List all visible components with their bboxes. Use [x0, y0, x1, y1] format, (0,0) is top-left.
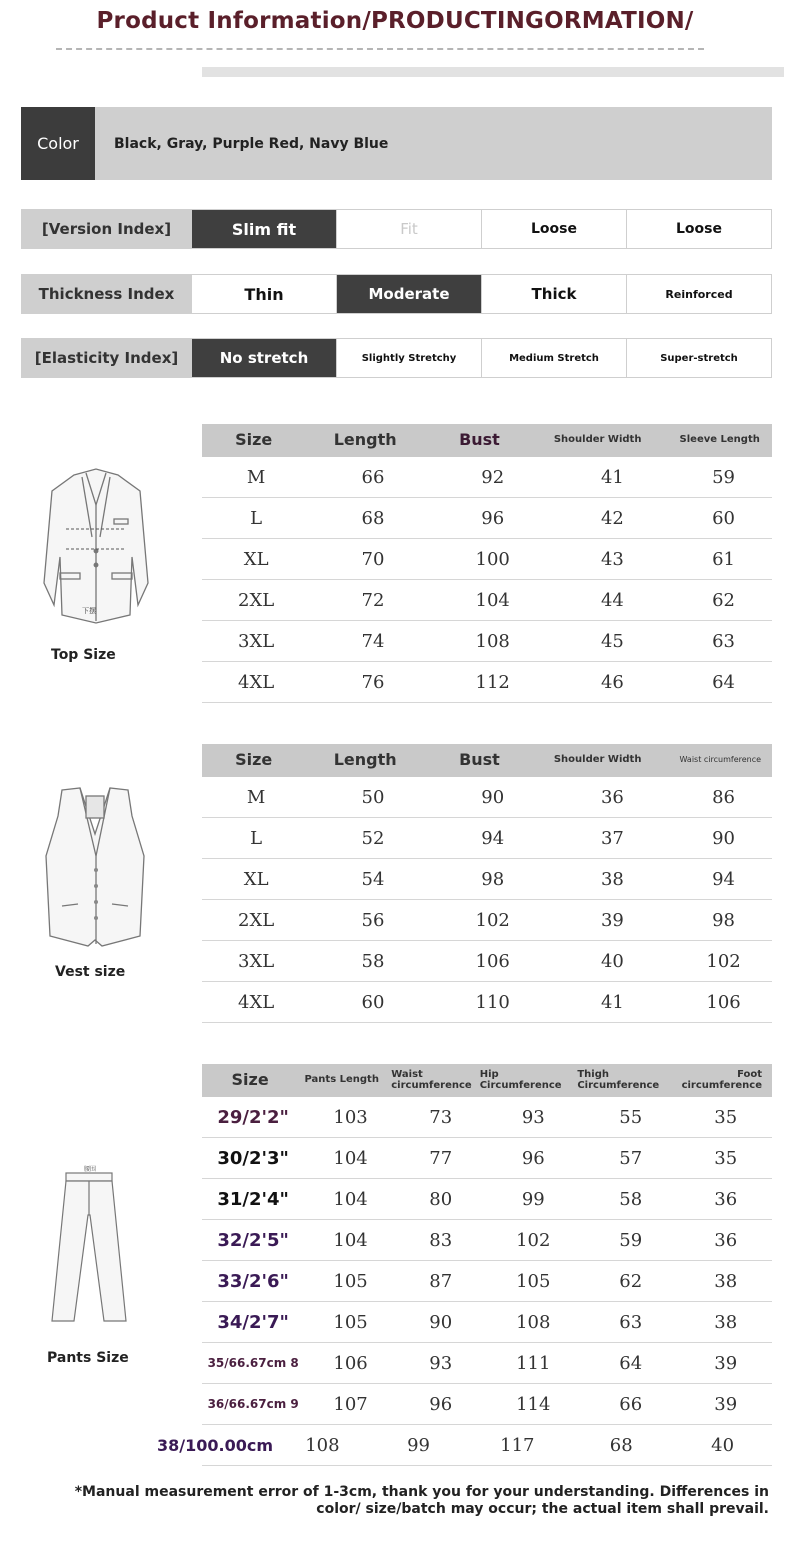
value-cell: 58	[361, 950, 385, 972]
value-cell: 38	[714, 1270, 738, 1292]
value-cell: 59	[619, 1229, 643, 1251]
value-cell: 73	[429, 1106, 453, 1128]
value-cell: 83	[429, 1229, 453, 1251]
thickness-option-reinforced: Reinforced	[626, 275, 771, 313]
value-cell: 96	[481, 507, 505, 529]
value-cell: 114	[516, 1393, 551, 1415]
value-cell: 66	[361, 466, 385, 488]
value-cell: 41	[600, 991, 624, 1013]
value-cell: 74	[361, 630, 385, 652]
value-cell: 106	[475, 950, 510, 972]
header-bust: Bust	[459, 750, 500, 770]
size-cell: M	[246, 466, 266, 488]
value-cell: 52	[361, 827, 385, 849]
value-cell: 59	[712, 466, 736, 488]
table-row	[202, 941, 772, 982]
value-cell: 99	[521, 1188, 545, 1210]
thickness-option-thin: Thin	[191, 275, 336, 313]
value-cell: 66	[619, 1393, 643, 1415]
value-cell: 40	[711, 1434, 735, 1456]
header-size: Size	[231, 1070, 269, 1090]
pants-size-label: Pants Size	[47, 1350, 129, 1366]
size-cell: 4XL	[238, 991, 275, 1013]
thickness-option-thick: Thick	[481, 275, 626, 313]
jacket-icon	[36, 465, 156, 630]
color-value: Black, Gray, Purple Red, Navy Blue	[114, 135, 389, 152]
value-cell: 80	[429, 1188, 453, 1210]
value-cell: 50	[361, 786, 385, 808]
value-cell: 117	[500, 1434, 535, 1456]
value-cell: 44	[600, 589, 624, 611]
table-row	[202, 1220, 772, 1261]
value-cell: 56	[361, 909, 385, 931]
value-cell: 58	[619, 1188, 643, 1210]
table-row	[202, 1138, 772, 1179]
value-cell: 54	[361, 868, 385, 890]
table-row	[202, 457, 772, 498]
version-option-loose-2: Loose	[626, 210, 771, 248]
svg-text:下摆: 下摆	[82, 607, 96, 615]
elasticity-option-slightly: Slightly Stretchy	[336, 339, 481, 377]
size-cell: 3XL	[238, 950, 275, 972]
value-cell: 39	[600, 909, 624, 931]
header-sleeve: Sleeve Length	[679, 434, 760, 446]
color-row	[21, 107, 772, 180]
table-row	[202, 982, 772, 1023]
footnote: *Manual measurement error of 1-3cm, thank you for your understanding. Differences in color/ size/batch may occur; the actual item shall prevail.	[74, 1484, 769, 1517]
version-index-row	[21, 209, 772, 249]
header-thigh: Thigh Circumference	[577, 1069, 660, 1091]
table-row	[202, 580, 772, 621]
header-pants-length: Pants Length	[304, 1074, 379, 1086]
value-cell: 93	[521, 1106, 545, 1128]
header-waist: Waist circumference	[679, 755, 762, 765]
value-cell: 102	[475, 909, 510, 931]
value-cell: 64	[712, 671, 736, 693]
value-cell: 104	[333, 1229, 368, 1251]
value-cell: 104	[333, 1188, 368, 1210]
value-cell: 68	[609, 1434, 633, 1456]
header-length: Length	[333, 430, 397, 450]
table-row	[202, 539, 772, 580]
elasticity-option-medium: Medium Stretch	[481, 339, 626, 377]
size-cell: L	[250, 507, 263, 529]
value-cell: 63	[619, 1311, 643, 1333]
table-row	[202, 1302, 772, 1343]
size-cell: 2XL	[238, 589, 275, 611]
table-row	[202, 900, 772, 941]
value-cell: 105	[516, 1270, 551, 1292]
header-length: Length	[333, 750, 397, 770]
value-cell: 62	[619, 1270, 643, 1292]
value-cell: 46	[600, 671, 624, 693]
thickness-option-moderate: Moderate	[336, 275, 481, 313]
header-hip: Hip Circumference	[479, 1069, 562, 1091]
value-cell: 94	[481, 827, 505, 849]
value-cell: 102	[516, 1229, 551, 1251]
value-cell: 40	[600, 950, 624, 972]
size-cell: 3XL	[238, 630, 275, 652]
pants-icon	[44, 1165, 134, 1330]
size-cell: M	[246, 786, 266, 808]
size-cell: 29/2'2"	[217, 1106, 289, 1128]
value-cell: 108	[516, 1311, 551, 1333]
value-cell: 107	[333, 1393, 368, 1415]
version-option-slim-fit: Slim fit	[191, 210, 336, 248]
table-row	[202, 1343, 772, 1384]
vest-size-table	[202, 744, 772, 1023]
value-cell: 42	[600, 507, 624, 529]
top-size-label: Top Size	[51, 647, 116, 663]
header-bust: Bust	[459, 430, 500, 450]
top-table-header	[202, 424, 772, 457]
table-row	[202, 621, 772, 662]
header-shoulder: Shoulder Width	[553, 754, 642, 766]
table-row	[202, 859, 772, 900]
pants-size-table	[157, 1064, 772, 1466]
header-size: Size	[235, 430, 273, 450]
value-cell: 43	[600, 548, 624, 570]
value-cell: 62	[712, 589, 736, 611]
header-foot: Foot circumference	[681, 1069, 763, 1091]
value-cell: 98	[481, 868, 505, 890]
value-cell: 55	[619, 1106, 643, 1128]
size-cell: 4XL	[238, 671, 275, 693]
value-cell: 64	[619, 1352, 643, 1374]
value-cell: 36	[600, 786, 624, 808]
size-cell: 32/2'5"	[217, 1229, 289, 1251]
value-cell: 37	[600, 827, 624, 849]
table-row	[202, 1179, 772, 1220]
elasticity-index-row	[21, 338, 772, 378]
value-cell: 111	[516, 1352, 551, 1374]
value-cell: 76	[361, 671, 385, 693]
version-option-fit: Fit	[336, 210, 481, 248]
elasticity-index-label: [Elasticity Index]	[22, 339, 191, 377]
page-title: Product Information/PRODUCTINGORMATION/	[96, 8, 694, 34]
size-cell: 30/2'3"	[217, 1147, 289, 1169]
header-waist: Waist circumference	[391, 1069, 472, 1091]
table-row	[202, 777, 772, 818]
value-cell: 90	[712, 827, 736, 849]
table-row	[157, 1425, 772, 1466]
decorative-bar	[202, 67, 784, 77]
thickness-index-row	[21, 274, 772, 314]
vest-table-header	[202, 744, 772, 777]
size-cell: 36/66.67cm 9	[207, 1397, 299, 1411]
value-cell: 94	[712, 868, 736, 890]
size-cell: L	[250, 827, 263, 849]
size-cell: 35/66.67cm 8	[207, 1356, 299, 1370]
value-cell: 105	[333, 1311, 368, 1333]
size-cell: 34/2'7"	[217, 1311, 289, 1333]
value-cell: 45	[600, 630, 624, 652]
value-cell: 87	[429, 1270, 453, 1292]
dashed-divider	[56, 48, 704, 50]
size-cell: 31/2'4"	[217, 1188, 289, 1210]
value-cell: 96	[429, 1393, 453, 1415]
value-cell: 104	[333, 1147, 368, 1169]
value-cell: 35	[714, 1147, 738, 1169]
value-cell: 110	[475, 991, 510, 1013]
value-cell: 108	[475, 630, 510, 652]
value-cell: 72	[361, 589, 385, 611]
header-shoulder: Shoulder Width	[553, 434, 642, 446]
value-cell: 39	[714, 1393, 738, 1415]
pants-table-header	[202, 1064, 772, 1097]
value-cell: 92	[481, 466, 505, 488]
size-cell: XL	[243, 548, 269, 570]
value-cell: 60	[361, 991, 385, 1013]
value-cell: 106	[333, 1352, 368, 1374]
version-option-loose: Loose	[481, 210, 626, 248]
thickness-index-label: Thickness Index	[22, 275, 191, 313]
value-cell: 90	[429, 1311, 453, 1333]
value-cell: 108	[305, 1434, 340, 1456]
table-row	[202, 818, 772, 859]
value-cell: 36	[714, 1188, 738, 1210]
size-cell: 33/2'6"	[217, 1270, 289, 1292]
value-cell: 112	[475, 671, 510, 693]
value-cell: 93	[429, 1352, 453, 1374]
top-size-table	[202, 424, 772, 703]
value-cell: 70	[361, 548, 385, 570]
value-cell: 57	[619, 1147, 643, 1169]
value-cell: 102	[706, 950, 741, 972]
table-row	[202, 1097, 772, 1138]
table-row	[202, 1261, 772, 1302]
value-cell: 60	[712, 507, 736, 529]
table-row	[202, 498, 772, 539]
color-label: Color	[21, 107, 95, 180]
value-cell: 63	[712, 630, 736, 652]
version-index-label: [Version Index]	[22, 210, 191, 248]
value-cell: 105	[333, 1270, 368, 1292]
table-row	[202, 1384, 772, 1425]
size-cell: 38/100.00cm	[157, 1435, 274, 1455]
value-cell: 77	[429, 1147, 453, 1169]
value-cell: 39	[714, 1352, 738, 1374]
value-cell: 104	[475, 589, 510, 611]
value-cell: 86	[712, 786, 736, 808]
elasticity-option-super: Super-stretch	[626, 339, 771, 377]
value-cell: 38	[600, 868, 624, 890]
value-cell: 106	[706, 991, 741, 1013]
elasticity-option-no-stretch: No stretch	[191, 339, 336, 377]
value-cell: 99	[407, 1434, 430, 1456]
vest-size-label: Vest size	[55, 964, 126, 980]
value-cell: 90	[481, 786, 505, 808]
value-cell: 100	[475, 548, 510, 570]
value-cell: 36	[714, 1229, 738, 1251]
value-cell: 38	[714, 1311, 738, 1333]
value-cell: 35	[714, 1106, 738, 1128]
table-row	[202, 662, 772, 703]
value-cell: 96	[521, 1147, 545, 1169]
value-cell: 68	[361, 507, 385, 529]
value-cell: 41	[600, 466, 624, 488]
value-cell: 61	[712, 548, 736, 570]
value-cell: 98	[712, 909, 736, 931]
size-cell: XL	[243, 868, 269, 890]
value-cell: 103	[333, 1106, 368, 1128]
vest-icon	[40, 786, 150, 951]
size-cell: 2XL	[238, 909, 275, 931]
header-size: Size	[235, 750, 273, 770]
svg-text:腰围: 腰围	[84, 1166, 97, 1173]
